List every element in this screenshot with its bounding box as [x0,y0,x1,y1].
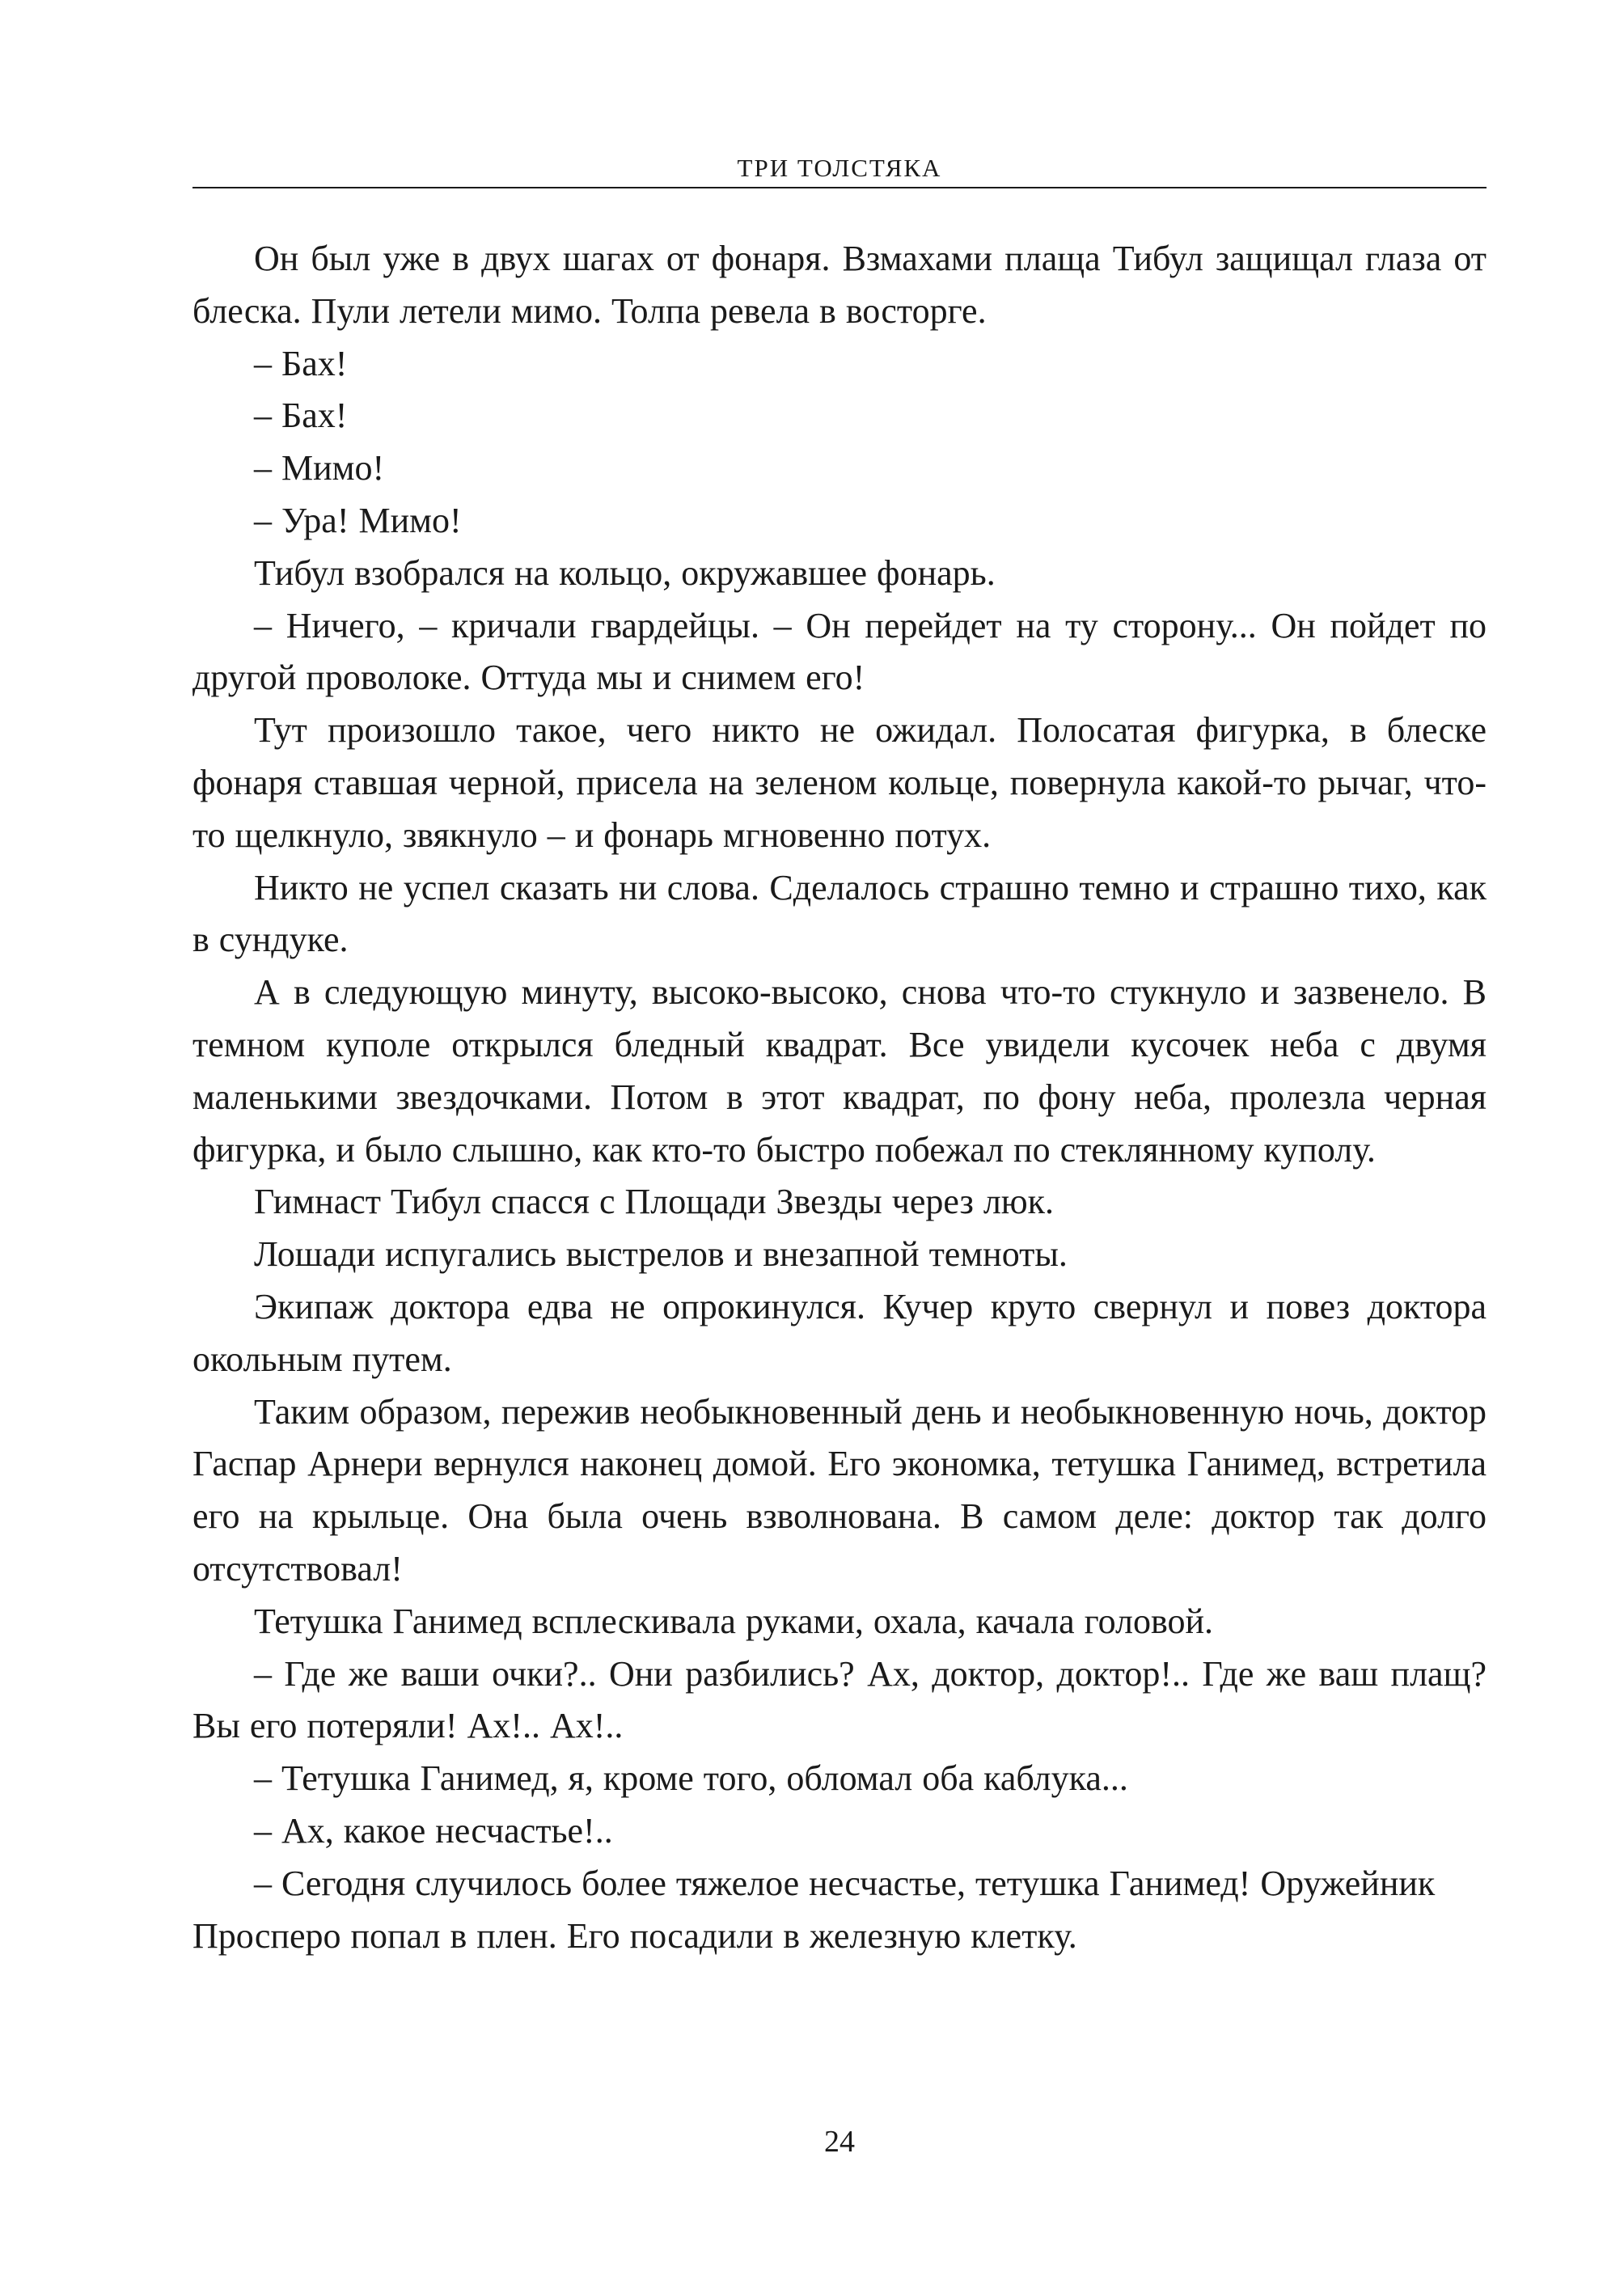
paragraph: Он был уже в двух шагах от фонаря. Взмахами плаща Тибул защищал глаза от блеска. Пули летели мимо. Толпа ревела в восторге. [192,239,1487,331]
paragraph: – Ничего, – кричали гвардейцы. – Он перейдет на ту сторону... Он пойдет по другой проволоке. Оттуда мы и снимем его! [192,605,1487,698]
paragraph: Гимнаст Тибул спасся с Площади Звезды через люк. [254,1182,1055,1222]
paragraph: Тут произошло такое, чего никто не ожидал. Полосатая фигурка, в блеске фонаря ставшая черной, присела на зеленом кольце, повернула какой-то рычаг, что-то щелкнуло, звякнуло – и фонарь мгновенно потух. [192,710,1487,855]
paragraph: – Сегодня случилось более тяжелое несчастье, тетушка Ганимед! Оружейник Просперо попал в плен. Его посадили в железную клетку. [192,1863,1436,1956]
paragraph: – Бах! [254,343,348,383]
header-rule [192,187,1487,188]
paragraph: А в следующую минуту, высоко-высоко, снова что-то стукнуло и зазвенело. В темном куполе открылся бледный квадрат. Все увидели кусочек неба с двумя маленькими звездочками. Потом в этот квадрат, по фону неба, пролезла черная фигурка, и было слышно, как кто-то быстро побежал по стеклянному куполу. [192,972,1487,1170]
paragraph: – Где же ваши очки?.. Они разбились? Ах, доктор, доктор!.. Где же ваш плащ? Вы его потеряли! Ах!.. Ах!.. [192,1653,1487,1746]
paragraph: – Бах! [254,396,348,436]
paragraph: Тетушка Ганимед всплескивала руками, охала, качала головой. [254,1601,1214,1641]
paragraph: Экипаж доктора едва не опрокинулся. Кучер круто свернул и повез доктора окольным путем. [192,1286,1487,1379]
paragraph: – Ах, какое несчастье!.. [254,1810,613,1851]
paragraph: Тибул взобрался на кольцо, окружавшее фонарь. [254,552,996,593]
paragraph: – Мимо! [254,448,385,489]
paragraph: – Ура! Мимо! [254,500,462,540]
paragraph: Никто не успел сказать ни слова. Сделалось страшно темно и страшно тихо, как в сундуке. [192,867,1487,960]
paragraph: Лошади испугались выстрелов и внезапной темноты. [254,1234,1068,1275]
paragraph: – Тетушка Ганимед, я, кроме того, обломал оба каблука... [254,1758,1128,1799]
page-number: 24 [824,2125,855,2159]
running-head: ТРИ ТОЛСТЯКА [737,154,942,182]
paragraph: Таким образом, пережив необыкновенный день и необыкновенную ночь, доктор Гаспар Арнери вернулся наконец домой. Его экономка, тетушка Ганимед, встретила его на крыльце. Она была очень взволнована. В самом деле: доктор так долго отсутствовал! [192,1391,1487,1589]
body-text [192,233,1487,1962]
